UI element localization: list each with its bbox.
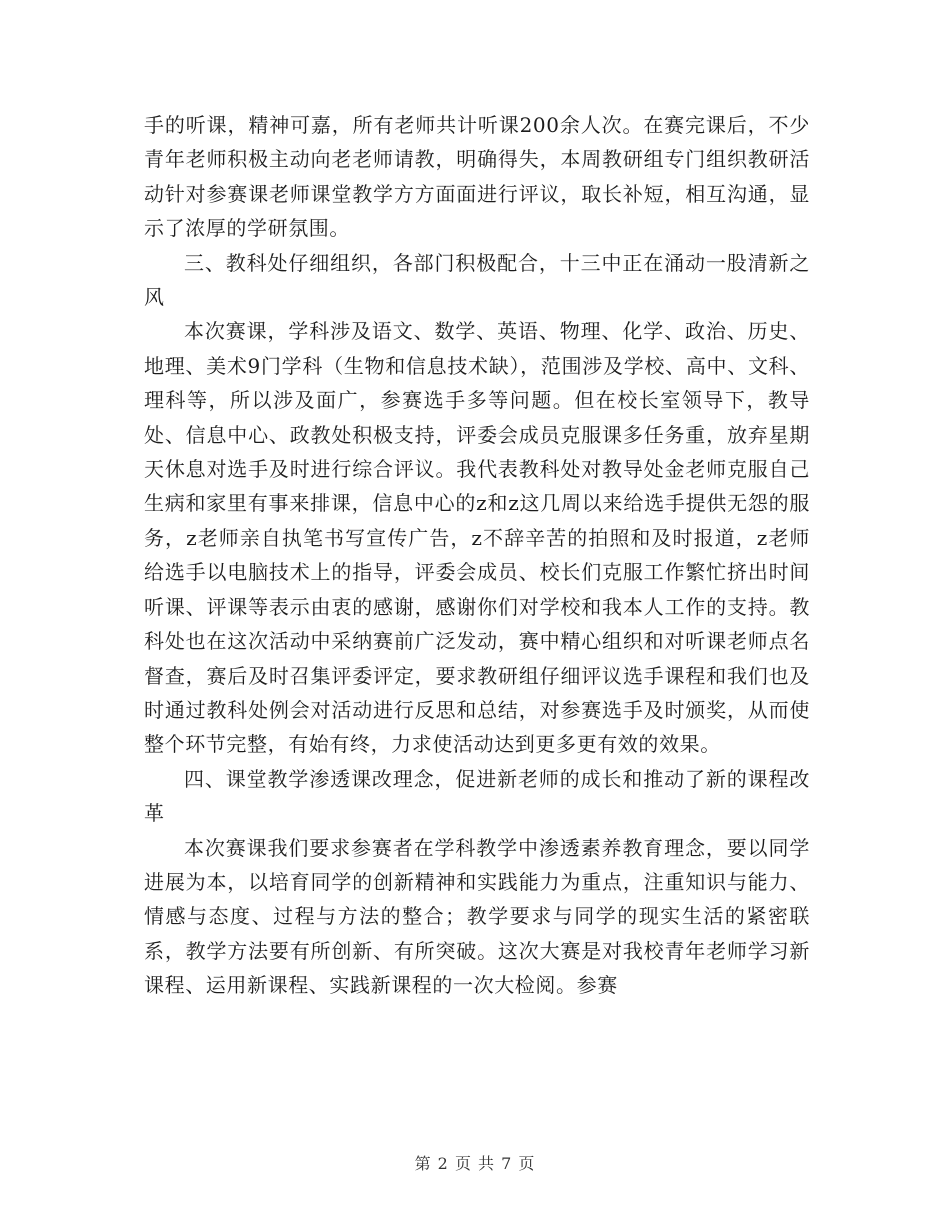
- section-heading-4: 四、课堂教学渗透课改理念，促进新老师的成长和推动了新的课程改革: [144, 766, 810, 826]
- paragraph-continuation: 手的听课，精神可嘉，所有老师共计听课200余人次。在赛完课后，不少青年老师积极主动向老老师请教，明确得失，本周教研组专门组织教研活动针对参赛课老师课堂教学方方面面进行评议，取长补短，相互沟通，显示了浓厚的学研氛围。: [144, 113, 810, 241]
- paragraph: 本次赛课，学科涉及语文、数学、英语、物理、化学、政治、历史、地理、美术9门学科（生物和信息技术缺），范围涉及学校、高中、文科、理科等，所以涉及面广，参赛选手多等问题。但在校长室领导下，教导处、信息中心、政教处积极支持，评委会成员克服课多任务重，放弃星期天休息对选手及时进行综合评议。我代表教科处对教导处金老师克服自己生病和家里有事来排课，信息中心的z和z这几周以来给选手提供无怨的服务，z老师亲自执笔书写宣传广告，z不辞辛苦的拍照和及时报道，z老师给选手以电脑技术上的指导，评委会成员、校长们克服工作繁忙挤出时间听课、评课等表示由衷的感谢，感谢你们对学校和我本人工作的支持。教科处也在这次活动中采纳赛前广泛发动，赛中精心组织和对听课老师点名督查，赛后及时召集评委评定，要求教研组仔细评议选手课程和我们也及时通过教科处例会对活动进行反思和总结，对参赛选手及时颁奖，从而使整个环节完整，有始有终，力求使活动达到更多更有效的效果。: [144, 319, 810, 757]
- paragraph: 本次赛课我们要求参赛者在学科教学中渗透素养教育理念，要以同学进展为本，以培育同学的创新精神和实践能力为重点，注重知识与能力、情感与态度、过程与方法的整合；教学要求与同学的现实生活的紧密联系，教学方法要有所创新、有所突破。这次大赛是对我校青年老师学习新课程、运用新课程、实践新课程的一次大检阅。参赛: [144, 835, 810, 998]
- document-body: [144, 108, 810, 1003]
- section-heading-3: 三、教科处仔细组织，各部门积极配合，十三中正在涌动一股清新之风: [144, 250, 810, 310]
- page-number-footer: 第 2 页 共 7 页: [414, 1154, 536, 1173]
